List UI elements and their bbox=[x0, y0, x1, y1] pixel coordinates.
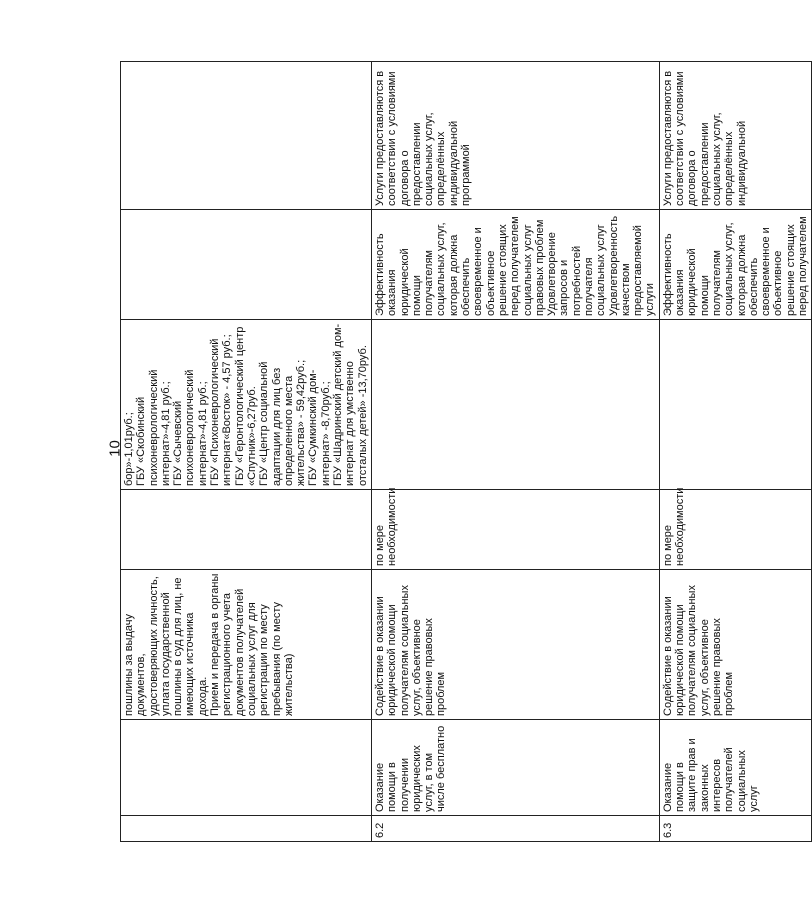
table-row bbox=[371, 62, 659, 842]
service-content-cell: Содействие в оказании юридической помощи получателям социальных услуг, объективное решение правовых проблем bbox=[371, 570, 659, 720]
quality-indicators-cell: Эффективность оказания юридической помощи получателям социальных услуг, которая должна обеспечить своевременное и объективное решение стоящих перед получателем социальных услуг правовых проблем Удовлетворение запросов и потребностей получателя социальных услуг Удовлетворенность качеством предоставляемой услуги bbox=[371, 210, 659, 320]
service-name-cell: Оказание помощи в получении юридических услуг, в том числе бесплатно bbox=[371, 720, 659, 816]
service-term-cell: по мере необходимости bbox=[659, 490, 812, 570]
service-content-cell: Содействие в оказании юридической помощи получателям социальных услуг, объективное решение правовых проблем bbox=[659, 570, 812, 720]
service-term-cell bbox=[121, 490, 372, 570]
table-row bbox=[659, 62, 812, 842]
rotated-page-content bbox=[120, 62, 810, 842]
conditions-cell: Услуги предоставляются в соответствии с условиями договора о предоставлении социальных услуг, определённых индивидуальной bbox=[659, 62, 812, 210]
page-number: 10 bbox=[106, 440, 124, 457]
tariff-cell bbox=[659, 320, 812, 490]
conditions-cell bbox=[121, 62, 372, 210]
quality-indicators-cell: Эффективность оказания юридической помощи получателям социальных услуг, которая должна обеспечить своевременное и объективное решение стоящих перед получателем bbox=[659, 210, 812, 320]
tariff-cell: бор»-1,01руб.; ГБУ «Скобинский психоневрологический интернат»-4,81 руб.; ГБУ «Сычевский психоневрологический интернат»-4,81 руб.; ГБУ «Психоневрологический интернат«Восток» - 4,57 руб.; ГБУ «Геронтологический центр «Спутник»-6,27руб. ГБУ «Центр социальной адаптации для лиц без определенного места жительства» - 59,42руб.; ГБУ «Сумкинский дом-интернат» -8,70руб.; ГБУ «Шадринский детский дом-интернат для умственно отсталых детей» -13,70руб. bbox=[121, 320, 372, 490]
tariff-cell bbox=[371, 320, 659, 490]
service-content-cell: пошлины за выдачу документов, удостоверяющих личность, уплата государственной пошлины в суд для лиц, не имеющих источника дохода. Прием и передача в органы регистрационного учета документов получателей социальных услуг для регистрации по месту пребывания (по месту жительства) bbox=[121, 570, 372, 720]
service-name-cell bbox=[121, 720, 372, 816]
row-number-cell bbox=[121, 816, 372, 842]
row-number-cell: 6.2 bbox=[371, 816, 659, 842]
row-number-cell: 6.3 bbox=[659, 816, 812, 842]
service-term-cell: по мере необходимости bbox=[371, 490, 659, 570]
service-name-cell: Оказание помощи в защите прав и законных интересов получателей социальных услуг bbox=[659, 720, 812, 816]
services-table bbox=[120, 61, 812, 842]
quality-indicators-cell bbox=[121, 210, 372, 320]
table-row bbox=[121, 62, 372, 842]
conditions-cell: Услуги предоставляются в соответствии с условиями договора о предоставлении социальных услуг, определённых индивидуальной программой bbox=[371, 62, 659, 210]
